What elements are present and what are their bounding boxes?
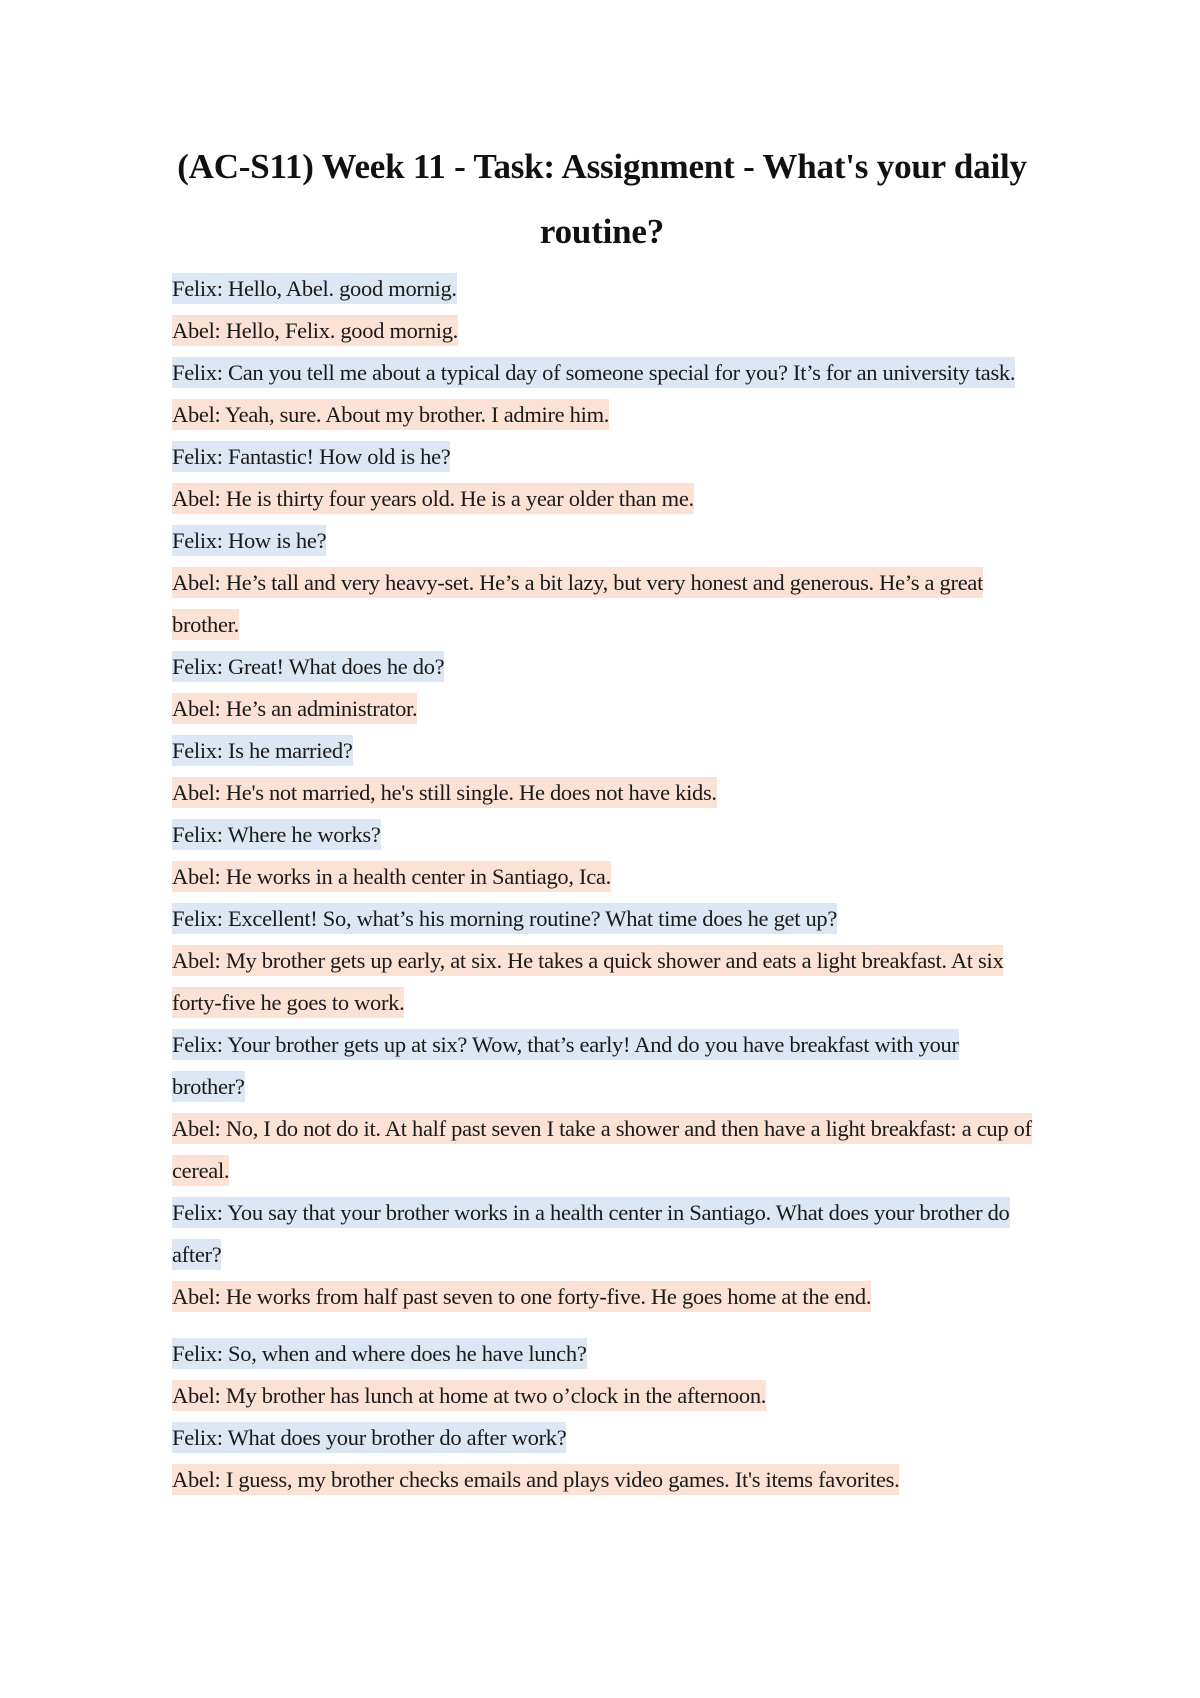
line-text: Felix: So, when and where does he have lunch?: [172, 1338, 587, 1369]
line-text: Abel: Yeah, sure. About my brother. I admire him.: [172, 399, 609, 430]
line-text: Abel: Hello, Felix. good mornig.: [172, 315, 458, 346]
line-text: Abel: He’s an administrator.: [172, 693, 417, 724]
line-text: Felix: Great! What does he do?: [172, 651, 444, 682]
line-text: Abel: No, I do not do it. At half past seven I take a shower and then have a light breakfast: a cup of cereal.: [172, 1113, 1032, 1186]
line-text: Felix: Your brother gets up at six? Wow, that’s early! And do you have breakfast with your brother?: [172, 1029, 959, 1102]
dialogue-line-abel: [172, 562, 1036, 646]
dialogue-line-felix: [172, 352, 1036, 394]
line-text: Felix: Where he works?: [172, 819, 381, 850]
dialogue-line-felix: [172, 646, 1036, 688]
dialogue-line-felix: [172, 436, 1036, 478]
dialogue-line-abel: [172, 772, 1036, 814]
line-text: Abel: He’s tall and very heavy-set. He’s a bit lazy, but very honest and generous. He’s a great brother.: [172, 567, 983, 640]
line-text: Abel: He is thirty four years old. He is a year older than me.: [172, 483, 694, 514]
line-text: Felix: Fantastic! How old is he?: [172, 441, 450, 472]
line-text: Abel: He works from half past seven to one forty-five. He goes home at the end.: [172, 1281, 871, 1312]
dialogue-line-felix: [172, 268, 1036, 310]
line-text: Felix: Hello, Abel. good mornig.: [172, 273, 457, 304]
line-text: Felix: Is he married?: [172, 735, 353, 766]
dialogue-line-abel: [172, 940, 1036, 1024]
line-text: Abel: My brother gets up early, at six. He takes a quick shower and eats a light breakfast. At six forty-five he goes to work.: [172, 945, 1003, 1018]
dialogue-line-abel: [172, 1375, 1036, 1417]
line-text: Felix: Can you tell me about a typical day of someone special for you? It’s for an university task.: [172, 357, 1015, 388]
dialogue-line-felix: [172, 520, 1036, 562]
line-text: Abel: He's not married, he's still single. He does not have kids.: [172, 777, 717, 808]
line-text: Abel: I guess, my brother checks emails and plays video games. It's items favorites.: [172, 1464, 899, 1495]
dialogue-line-abel: [172, 688, 1036, 730]
dialogue-line-abel: [172, 310, 1036, 352]
dialogue-transcript: [172, 268, 1036, 1501]
line-text: Abel: My brother has lunch at home at two o’clock in the afternoon.: [172, 1380, 766, 1411]
line-text: Felix: Excellent! So, what’s his morning routine? What time does he get up?: [172, 903, 837, 934]
dialogue-line-abel: [172, 1276, 1036, 1318]
line-text: Abel: He works in a health center in Santiago, Ica.: [172, 861, 611, 892]
dialogue-line-felix: [172, 1333, 1036, 1375]
dialogue-line-abel: [172, 1108, 1036, 1192]
dialogue-line-abel: [172, 394, 1036, 436]
dialogue-line-felix: [172, 814, 1036, 856]
dialogue-line-felix: [172, 898, 1036, 940]
dialogue-line-felix: [172, 1192, 1036, 1276]
line-text: Felix: How is he?: [172, 525, 326, 556]
line-text: Felix: What does your brother do after work?: [172, 1422, 566, 1453]
dialogue-line-felix: [172, 1417, 1036, 1459]
dialogue-line-abel: [172, 856, 1036, 898]
dialogue-line-abel: [172, 478, 1036, 520]
dialogue-line-felix: [172, 730, 1036, 772]
document-title: (AC-S11) Week 11 - Task: Assignment - What's your daily routine?: [177, 147, 1027, 251]
dialogue-line-felix: [172, 1024, 1036, 1108]
line-text: Felix: You say that your brother works in a health center in Santiago. What does your brother do after?: [172, 1197, 1010, 1270]
dialogue-line-abel: [172, 1459, 1036, 1501]
